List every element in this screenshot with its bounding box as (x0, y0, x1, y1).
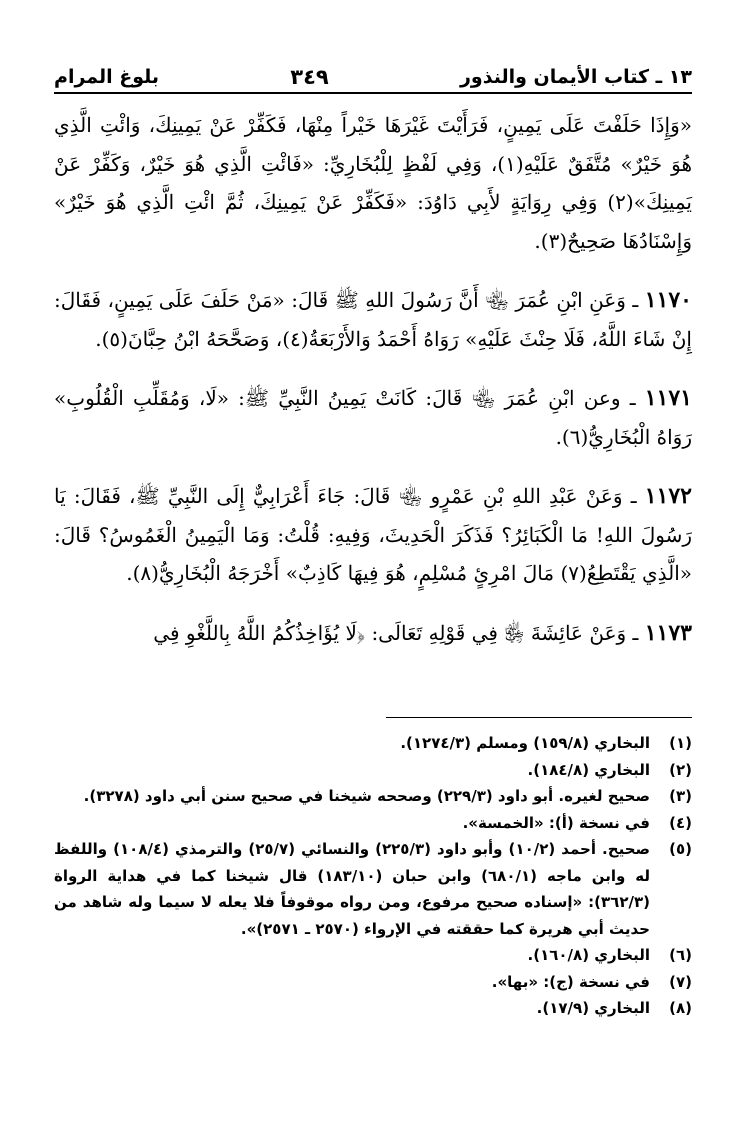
footnote (54, 995, 692, 1022)
footnote (54, 810, 692, 837)
footnote-text: صحيح. أحمد (١٠/٢) وأبو داود (٢٢٥/٣) والنسائي (٢٥/٧) والترمذي (١٠٨/٤) واللفظ له وابن ماجه (٦٨٠/١) وابن حبان (١٨٣/١٠) قال شيخنا كما في هداية الرواة (٣٦٢/٣): «إسناده صحيح مرفوع، ومن رواه موقوفاً فلا يعله لا سيما وله شاهد من حديث أبي هريرة كما حققته في الإرواء (٢٥٧٠ ـ ٢٥٧١)». (54, 840, 650, 938)
footnote-text: البخاري (١٥٩/٨) ومسلم (١٢٧٤/٣). (400, 734, 650, 752)
footnote-number: (٥) (669, 840, 692, 858)
footnote-number: (٣) (669, 787, 692, 805)
hadith-number: ١١٧٣ (644, 619, 692, 646)
footnote (54, 757, 692, 784)
footnote (54, 942, 692, 969)
header-divider (54, 92, 692, 94)
footnote-number: (٢) (669, 760, 692, 779)
hadith-text: ـ وَعَنِ ابْنِ عُمَرَ ﵄ أَنَّ رَسُولَ اللهِ ﷺ قَالَ: «مَنْ حَلَفَ عَلَى يَمِينٍ، فَقَالَ: إِنْ شَاءَ اللَّهُ، فَلَا حِنْثَ عَلَيْهِ» رَوَاهُ أَحْمَدُ وَالأَرْبَعَةُ(٤)، وَصَحَّحَهُ ابْنُ حِبَّانَ(٥). (54, 288, 692, 351)
footnote-number: (٧) (669, 972, 692, 991)
footnote-number: (١) (669, 734, 692, 752)
footnote-text: في نسخة (أ): «الخمسة». (462, 813, 650, 832)
footnote-number: (٦) (669, 946, 692, 964)
main-text (54, 106, 692, 673)
hadith-1170 (54, 281, 692, 358)
chapter-title: ١٣ ـ كتاب الأيمان والنذور (459, 66, 692, 88)
footnote (54, 783, 692, 810)
hadith-text: ـ وعن ابْنِ عُمَرَ ﵄ قَالَ: كَانَتْ يَمِينُ النَّبِيِّ ﷺ: «لَا، وَمُقَلِّبِ الْقُلُوبِ» رَوَاهُ الْبُخَارِيُّ(٦). (54, 386, 692, 449)
paragraph-continuation (54, 106, 692, 260)
hadith-1171 (54, 379, 692, 456)
paragraph-text: «وَإِذَا حَلَفْتَ عَلَى يَمِينٍ، فَرَأَيْتَ غَيْرَهَا خَيْراً مِنْهَا، فَكَفِّرْ عَنْ يَمِينِكَ، وَائْتِ الَّذِي هُوَ خَيْرٌ» مُتَّفَقٌ عَلَيْهِ(١)، وَفِي لَفْظٍ لِلْبُخَارِيِّ: «فَائْتِ الَّذِي هُوَ خَيْرٌ، وَكَفِّرْ عَنْ يَمِينِكَ»(٢) وَفِي رِوَايَةٍ لأَبِي دَاوُدَ: «فَكَفِّرْ عَنْ يَمِينِكَ، ثُمَّ ائْتِ الَّذِي هُوَ خَيْرٌ» وَإِسْنَادُهَا صَحِيحٌ(٣). (54, 113, 692, 253)
footnote-text: صحيح لغيره. أبو داود (٢٢٩/٣) وصححه شيخنا في صحيح سنن أبي داود (٣٢٧٨). (83, 787, 650, 805)
page-header (54, 56, 692, 90)
hadith-text: ـ وَعَنْ عَائِشَةَ ﵂ فِي قَوْلِهِ تَعَالَى: ﴿لَا يُؤَاخِذُكُمُ اللَّهُ بِاللَّغْوِ فِي (153, 620, 645, 645)
hadith-number: ١١٧٠ (644, 287, 692, 313)
footnote-divider (386, 717, 692, 718)
footnote-number: (٤) (669, 813, 692, 832)
footnote-text: البخاري (١٨٤/٨). (527, 760, 650, 779)
footnote-text: البخاري (١٧/٩). (536, 999, 650, 1017)
footnote-number: (٨) (669, 999, 692, 1017)
hadith-number: ١١٧١ (644, 385, 692, 411)
footnote (54, 836, 692, 942)
footnote-text: في نسخة (ج): «بها». (491, 972, 650, 991)
footnote (54, 730, 692, 757)
footnote (54, 969, 692, 996)
page-number: ٣٤٩ (290, 65, 329, 89)
hadith-1173 (54, 614, 692, 653)
hadith-1172 (54, 477, 692, 593)
footnote-text: البخاري (١٦٠/٨). (527, 946, 650, 964)
hadith-number: ١١٧٢ (644, 483, 692, 509)
hadith-text: ـ وَعَنْ عَبْدِ اللهِ بْنِ عَمْرٍو ﵄ قَالَ: جَاءَ أَعْرَابِيٌّ إِلَى النَّبِيِّ ﷺ، فَقَالَ: يَا رَسُولَ اللهِ! مَا الْكَبَائِرُ؟ فَذَكَرَ الْحَدِيثَ، وَفِيهِ: قُلْتُ: وَمَا الْيَمِينُ الْغَمُوسُ؟ قَالَ: «الَّذِي يَقْتَطِعُ(٧) مَالَ امْرِئٍ مُسْلِمٍ، هُوَ فِيهَا كَاذِبٌ» أَخْرَجَهُ الْبُخَارِيُّ(٨). (54, 484, 692, 585)
footnotes (54, 730, 692, 1022)
book-title: بلوغ المرام (54, 66, 160, 88)
